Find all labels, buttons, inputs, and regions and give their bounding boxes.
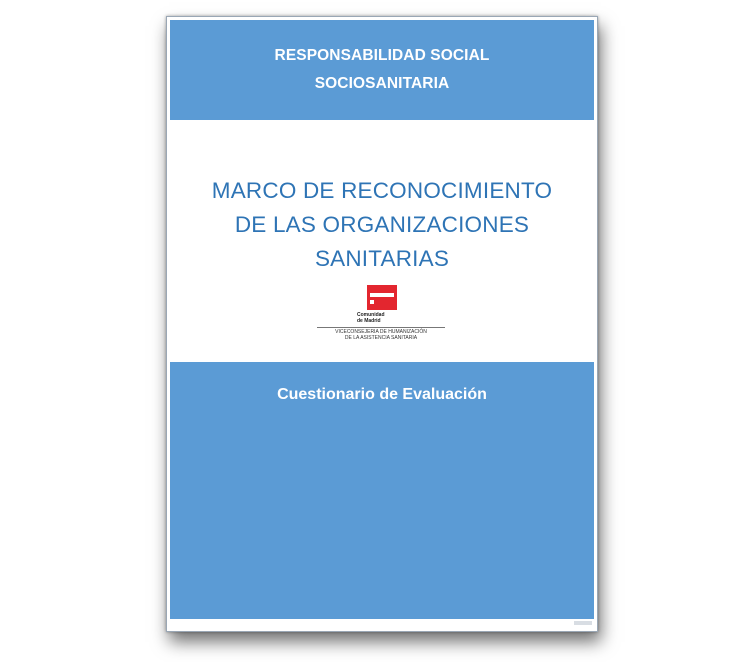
main-title (170, 174, 594, 276)
logo-subtitle (317, 327, 445, 341)
logo-sub-line-2: DE LA ASISTENCIA SANITARIA (344, 335, 418, 341)
logo-name-line-2: de Madrid (357, 318, 381, 324)
logo-sub-line-1: VICECONSEJERIA DE HUMANIZACIÓN (335, 329, 427, 335)
bottom-band (170, 362, 594, 619)
logo-name-line-1: Comunidad (357, 312, 385, 318)
main-title-line-2: DE LAS ORGANIZACIONES (234, 212, 530, 237)
main-title-line-1: MARCO DE RECONOCIMIENTO (211, 178, 553, 203)
logo-name (357, 312, 407, 324)
document-subtitle: Cuestionario de Evaluación (277, 386, 487, 403)
footer-mark (574, 621, 592, 625)
main-title-line-3: SANITARIAS (314, 246, 450, 271)
flag-stars (370, 293, 394, 307)
header-line-2: SOCIOSANITARIA (314, 75, 450, 92)
header-line-1: RESPONSABILIDAD SOCIAL (274, 47, 490, 64)
star-icon (370, 300, 374, 304)
star-icon (390, 293, 394, 297)
madrid-flag-icon (367, 285, 397, 310)
cover-page (166, 16, 598, 632)
comunidad-de-madrid-logo (317, 285, 445, 349)
header-band (170, 20, 594, 120)
